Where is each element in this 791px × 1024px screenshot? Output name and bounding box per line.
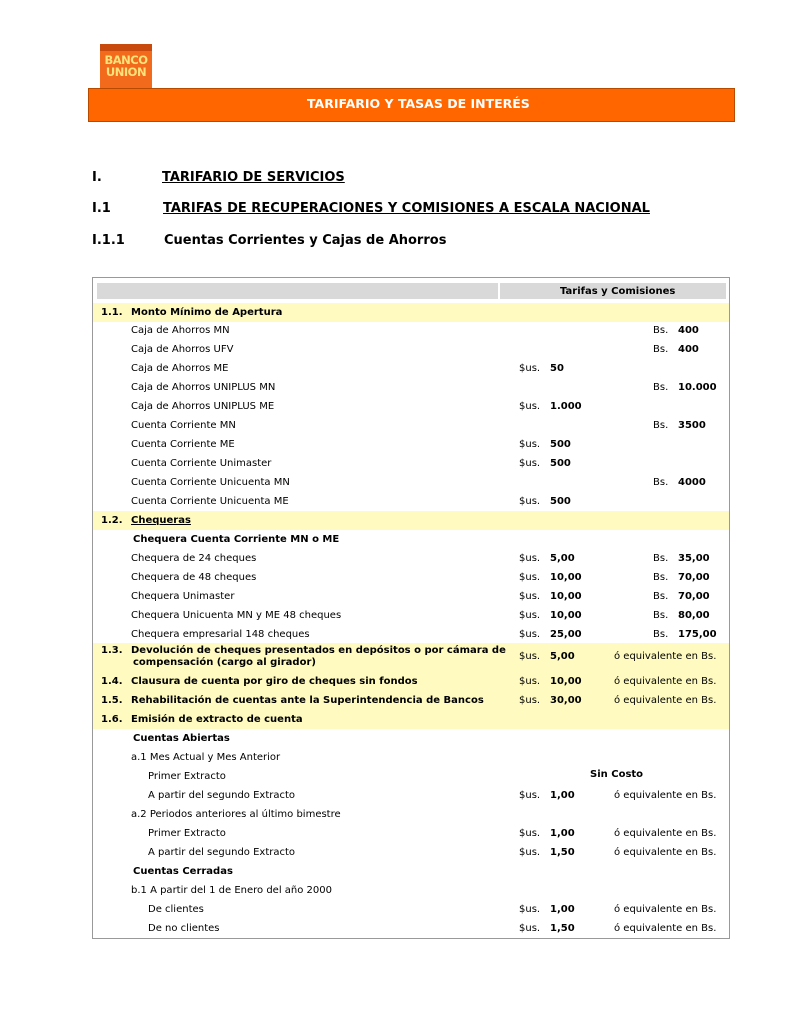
currency-bs: Bs.	[653, 477, 669, 488]
currency-usd: $us.	[519, 496, 541, 507]
row-label: Chequeras	[131, 515, 191, 526]
amount-usd: 500	[550, 496, 571, 507]
table-row	[93, 416, 729, 435]
table-row	[93, 729, 729, 748]
heading-text: TARIFAS DE RECUPERACIONES Y COMISIONES A ESCALA NACIONAL	[163, 201, 650, 216]
row-number: 1.5.	[101, 695, 123, 706]
amount-usd: 500	[550, 439, 571, 450]
row-number: 1.6.	[101, 714, 123, 725]
table-row	[93, 805, 729, 824]
table-header-label: Tarifas y Comisiones	[560, 286, 676, 297]
row-label: Chequera Unimaster	[131, 591, 235, 602]
row-label: Caja de Ahorros UFV	[131, 344, 234, 355]
amount-bs: 80,00	[678, 610, 710, 621]
amount-bs: 400	[678, 344, 699, 355]
amount-usd: 5,00	[550, 651, 575, 662]
row-label: Devolución de cheques presentados en depósitos o por cámara de	[131, 645, 506, 656]
currency-usd: $us.	[519, 553, 541, 564]
amount-usd: 1,00	[550, 828, 575, 839]
logo-line-2: UNION	[105, 65, 147, 79]
row-label: Emisión de extracto de cuenta	[131, 714, 303, 725]
table-header-left	[97, 283, 498, 299]
currency-usd: $us.	[519, 651, 541, 662]
tariff-table	[92, 277, 730, 939]
currency-bs: Bs.	[653, 553, 669, 564]
heading-number: I.	[92, 170, 102, 185]
currency-usd: $us.	[519, 847, 541, 858]
table-row	[93, 397, 729, 416]
amount-bs: 10.000	[678, 382, 717, 393]
table-row	[93, 710, 729, 729]
row-label: Chequera Unicuenta MN y ME 48 cheques	[131, 610, 342, 621]
amount-usd: 5,00	[550, 553, 575, 564]
amount-bs: 4000	[678, 477, 706, 488]
equivalent-note: ó equivalente en Bs.	[614, 651, 717, 662]
amount-usd: 1,50	[550, 923, 575, 934]
row-label: b.1 A partir del 1 de Enero del año 2000	[131, 885, 333, 896]
banner-title: TARIFARIO Y TASAS DE INTERÉS	[307, 96, 530, 111]
table-row	[93, 511, 729, 530]
currency-usd: $us.	[519, 401, 541, 412]
row-label: Caja de Ahorros UNIPLUS MN	[131, 382, 276, 393]
currency-usd: $us.	[519, 695, 541, 706]
table-row	[93, 359, 729, 378]
equivalent-note: ó equivalente en Bs.	[614, 904, 717, 915]
row-label: Clausura de cuenta por giro de cheques sin fondos	[131, 676, 418, 687]
row-label: A partir del segundo Extracto	[148, 847, 296, 858]
amount-usd: 10,00	[550, 572, 582, 583]
amount-usd: 1.000	[550, 401, 582, 412]
amount-bs: 70,00	[678, 591, 710, 602]
heading-i-1	[92, 201, 692, 217]
heading-number: I.1	[92, 201, 111, 216]
row-label: Caja de Ahorros ME	[131, 363, 229, 374]
table-row	[93, 881, 729, 900]
row-label: a.2 Periodos anteriores al último bimestre	[131, 809, 341, 820]
row-label: Cuenta Corriente Unicuenta ME	[131, 496, 289, 507]
currency-usd: $us.	[519, 363, 541, 374]
currency-usd: $us.	[519, 790, 541, 801]
table-row	[93, 843, 729, 862]
currency-bs: Bs.	[653, 629, 669, 640]
currency-bs: Bs.	[653, 572, 669, 583]
amount-bs: 175,00	[678, 629, 717, 640]
table-row	[93, 824, 729, 843]
heading-text: Cuentas Corrientes y Cajas de Ahorros	[164, 233, 447, 248]
row-label: Chequera Cuenta Corriente MN o ME	[133, 534, 340, 545]
currency-usd: $us.	[519, 439, 541, 450]
row-label: De clientes	[148, 904, 204, 915]
logo-stripe	[100, 44, 152, 51]
table-row	[93, 748, 729, 767]
amount-usd: 500	[550, 458, 571, 469]
row-label: Primer Extracto	[148, 771, 226, 782]
logo-line-1: BANCO	[104, 53, 148, 67]
table-row	[93, 340, 729, 359]
amount-usd: 25,00	[550, 629, 582, 640]
table-row	[93, 435, 729, 454]
row-label: Caja de Ahorros MN	[131, 325, 230, 336]
logo-text	[100, 54, 152, 78]
table-row	[93, 473, 729, 492]
table-row	[93, 549, 729, 568]
equivalent-note: ó equivalente en Bs.	[614, 847, 717, 858]
row-label-continued: compensación (cargo al girador)	[133, 657, 316, 668]
table-row	[93, 643, 729, 672]
row-label: Rehabilitación de cuentas ante la Superintendencia de Bancos	[131, 695, 484, 706]
currency-usd: $us.	[519, 610, 541, 621]
row-number: 1.4.	[101, 676, 123, 687]
amount-bs: 70,00	[678, 572, 710, 583]
equivalent-note: ó equivalente en Bs.	[614, 695, 717, 706]
title-banner	[88, 88, 735, 122]
row-number: 1.2.	[101, 515, 123, 526]
currency-usd: $us.	[519, 904, 541, 915]
table-row	[93, 919, 729, 938]
currency-usd: $us.	[519, 572, 541, 583]
row-label: Primer Extracto	[148, 828, 226, 839]
table-header-right	[500, 283, 726, 299]
table-row	[93, 625, 729, 644]
currency-usd: $us.	[519, 591, 541, 602]
currency-bs: Bs.	[653, 610, 669, 621]
amount-bs: 400	[678, 325, 699, 336]
currency-usd: $us.	[519, 629, 541, 640]
table-row	[93, 454, 729, 473]
table-row	[93, 606, 729, 625]
amount-usd: 10,00	[550, 591, 582, 602]
currency-usd: $us.	[519, 923, 541, 934]
row-label: a.1 Mes Actual y Mes Anterior	[131, 752, 281, 763]
equivalent-note: ó equivalente en Bs.	[614, 828, 717, 839]
heading-i-1-1	[92, 233, 692, 249]
table-row	[93, 303, 729, 322]
table-row	[93, 862, 729, 881]
equivalent-note: ó equivalente en Bs.	[614, 790, 717, 801]
row-label: Cuenta Corriente ME	[131, 439, 235, 450]
table-row	[93, 786, 729, 805]
row-number: 1.3.	[101, 645, 123, 656]
heading-number: I.1.1	[92, 233, 125, 248]
table-row	[93, 900, 729, 919]
row-label: De no clientes	[148, 923, 220, 934]
row-number: 1.1.	[101, 307, 123, 318]
amount-usd: 30,00	[550, 695, 582, 706]
amount-bs: 3500	[678, 420, 706, 431]
table-row	[93, 767, 729, 786]
table-row	[93, 530, 729, 549]
heading-i	[92, 170, 692, 186]
currency-bs: Bs.	[653, 591, 669, 602]
amount-usd: 1,00	[550, 904, 575, 915]
heading-text: TARIFARIO DE SERVICIOS	[162, 170, 345, 185]
amount-usd: 10,00	[550, 676, 582, 687]
row-label: Cuentas Abiertas	[133, 733, 230, 744]
row-label: Caja de Ahorros UNIPLUS ME	[131, 401, 275, 412]
row-label: Cuentas Cerradas	[133, 866, 233, 877]
amount-usd: 10,00	[550, 610, 582, 621]
banco-union-logo	[100, 44, 152, 92]
table-row	[93, 321, 729, 340]
currency-bs: Bs.	[653, 344, 669, 355]
row-label: Cuenta Corriente Unimaster	[131, 458, 272, 469]
row-label: Chequera empresarial 148 cheques	[131, 629, 310, 640]
table-row	[93, 492, 729, 511]
currency-usd: $us.	[519, 828, 541, 839]
table-row	[93, 568, 729, 587]
row-label: Chequera de 48 cheques	[131, 572, 257, 583]
currency-usd: $us.	[519, 458, 541, 469]
currency-usd: $us.	[519, 676, 541, 687]
currency-bs: Bs.	[653, 420, 669, 431]
cost-label: Sin Costo	[590, 769, 644, 780]
table-row	[93, 587, 729, 606]
table-row	[93, 378, 729, 397]
amount-usd: 1,50	[550, 847, 575, 858]
amount-bs: 35,00	[678, 553, 710, 564]
row-label: Chequera de 24 cheques	[131, 553, 257, 564]
equivalent-note: ó equivalente en Bs.	[614, 676, 717, 687]
amount-usd: 1,00	[550, 790, 575, 801]
row-label: Cuenta Corriente Unicuenta MN	[131, 477, 290, 488]
amount-usd: 50	[550, 363, 564, 374]
table-row	[93, 672, 729, 691]
equivalent-note: ó equivalente en Bs.	[614, 923, 717, 934]
currency-bs: Bs.	[653, 325, 669, 336]
table-row	[93, 691, 729, 710]
currency-bs: Bs.	[653, 382, 669, 393]
row-label: Cuenta Corriente MN	[131, 420, 236, 431]
row-label: A partir del segundo Extracto	[148, 790, 296, 801]
row-label: Monto Mínimo de Apertura	[131, 307, 283, 318]
